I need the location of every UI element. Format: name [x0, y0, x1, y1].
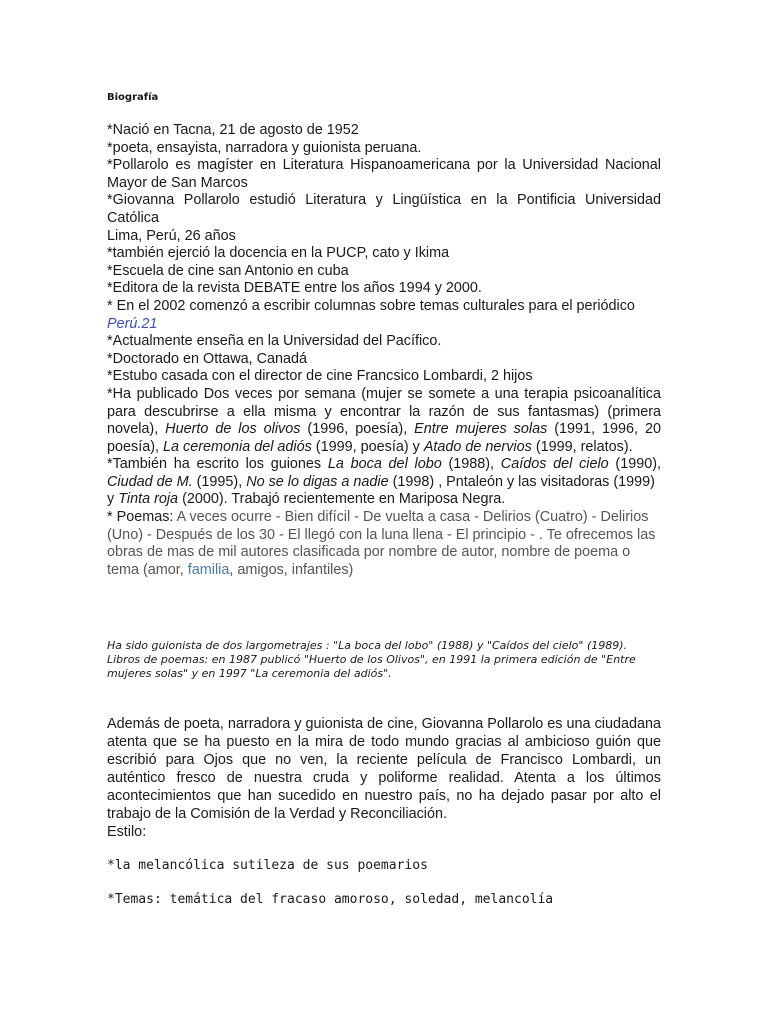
section-heading: Biografía	[107, 92, 159, 103]
title-italic: Huerto de los olivos	[165, 421, 301, 438]
bio-text: (1988),	[441, 456, 501, 473]
title-italic: Tinta roja	[118, 491, 179, 508]
screenwriter-paragraph: Ha sido guionista de dos largometrajes : "La boca del lobo" (1988) y "Caídos del cielo" (1989). Libros de poemas: en 1987 publicó "Huerto de los Olivos", en 1991 la primera edición de "Entre mujeres solas" y en 1997 "La ceremonia del adiós".	[107, 639, 636, 680]
bio-text: y	[107, 491, 119, 508]
title-italic: La ceremonia del adiós	[163, 438, 312, 455]
bio-line: *poeta, ensayista, narradora y guionista peruana.	[107, 139, 422, 156]
bio-text: *También ha escrito los guiones	[107, 456, 328, 473]
bio-line: *Editora de la revista DEBATE entre los años 1994 y 2000.	[107, 280, 482, 297]
themes-note: *Temas: temática del fracaso amoroso, soledad, melancolía	[107, 892, 554, 907]
bio-line	[107, 386, 661, 456]
title-italic: Atado de nervios	[423, 438, 532, 455]
familia-link[interactable]: familia	[187, 561, 230, 578]
title-italic: No se lo digas a nadie	[246, 473, 389, 490]
biography-list	[107, 122, 661, 579]
bio-line: *también ejerció la docencia en la PUCP, cato y Ikima	[107, 245, 450, 262]
bio-line: *Actualmente enseña en la Universidad del Pacífico.	[107, 333, 442, 350]
bio-text: Te ofrecemos las obras de mas de mil autores clasificada por nombre de autor, nombre de poema o tema (amor,	[107, 526, 656, 578]
style-label: Estilo:	[107, 824, 147, 840]
bio-line	[107, 509, 661, 579]
bio-text: (2000). Trabajó recientemente en Mariposa Negra.	[178, 491, 506, 508]
poems-list: A veces ocurre - Bien difícil - De vuelta a casa - Delirios (Cuatro) - Delirios (Uno) - Después de los 30 - El llegó con la luna llena - El principio - .	[107, 509, 649, 543]
bio-text: * Poemas:	[107, 509, 177, 526]
bio-line	[107, 298, 661, 333]
peru21-link[interactable]: Perú.21	[107, 315, 158, 332]
bio-text: (1990),	[608, 456, 662, 473]
bio-line: *Doctorado en Ottawa, Canadá	[107, 350, 307, 367]
bio-text: (1998) , Pntaleón y las visitadoras (1999)	[388, 473, 655, 490]
bio-line: *Estubo casada con el director de cine Francsico Lombardi, 2 hijos	[107, 368, 533, 385]
bio-text: * En el 2002 comenzó a escribir columnas sobre temas culturales para el periódico	[107, 297, 635, 314]
bio-line	[107, 491, 661, 509]
bio-text: (1999, poesía) y	[311, 438, 424, 455]
summary-paragraph	[107, 715, 661, 841]
bio-line	[107, 456, 661, 491]
bio-line: Lima, Perú, 26 años	[107, 227, 236, 244]
title-italic: La boca del lobo	[327, 456, 442, 473]
bio-text: (1991, 1996, 20 poesía),	[107, 421, 662, 455]
bio-text: (1999, relatos).	[531, 438, 633, 455]
bio-text: (1995),	[192, 473, 247, 490]
bio-line: *Escuela de cine san Antonio en cuba	[107, 262, 349, 279]
bio-text: , amigos, infantiles)	[229, 561, 354, 578]
bio-text: (1996, poesía),	[300, 421, 415, 438]
style-note: *la melancólica sutileza de sus poemarios	[107, 858, 428, 873]
title-italic: Caídos del cielo	[500, 456, 609, 473]
bio-text: *Ha publicado Dos veces por semana (mujer se somete a una terapia psicoanalítica para descubrirse a ella misma y encontrar la razón de sus fantasmas) (primera novela),	[107, 385, 661, 438]
bio-line: *Pollarolo es magíster en Literatura Hispanoamericana por la Universidad Nacional Mayor de San Marcos	[107, 157, 661, 191]
bio-line: *Giovanna Pollarolo estudió Literatura y Lingüística en la Pontificia Universidad Católica	[107, 192, 661, 226]
title-italic: Entre mujeres solas	[414, 421, 548, 438]
bio-line: *Nació en Tacna, 21 de agosto de 1952	[107, 122, 359, 138]
summary-text: Además de poeta, narradora y guionista de cine, Giovanna Pollarolo es una ciudadana atenta que se ha puesto en la mira de todo mundo gracias al ambicioso guión que escribió para Ojos que no ven, la reciente película de Francisco Lombardi, un auténtico fresco de nuestra cruda y poliforme realidad. Atenta a los últimos acontecimientos que han sucedido en nuestro país, no ha dejado pasar por alto el trabajo de la Comisión de la Verdad y Reconciliación.	[107, 716, 661, 822]
title-italic: Ciudad de M.	[107, 473, 193, 490]
